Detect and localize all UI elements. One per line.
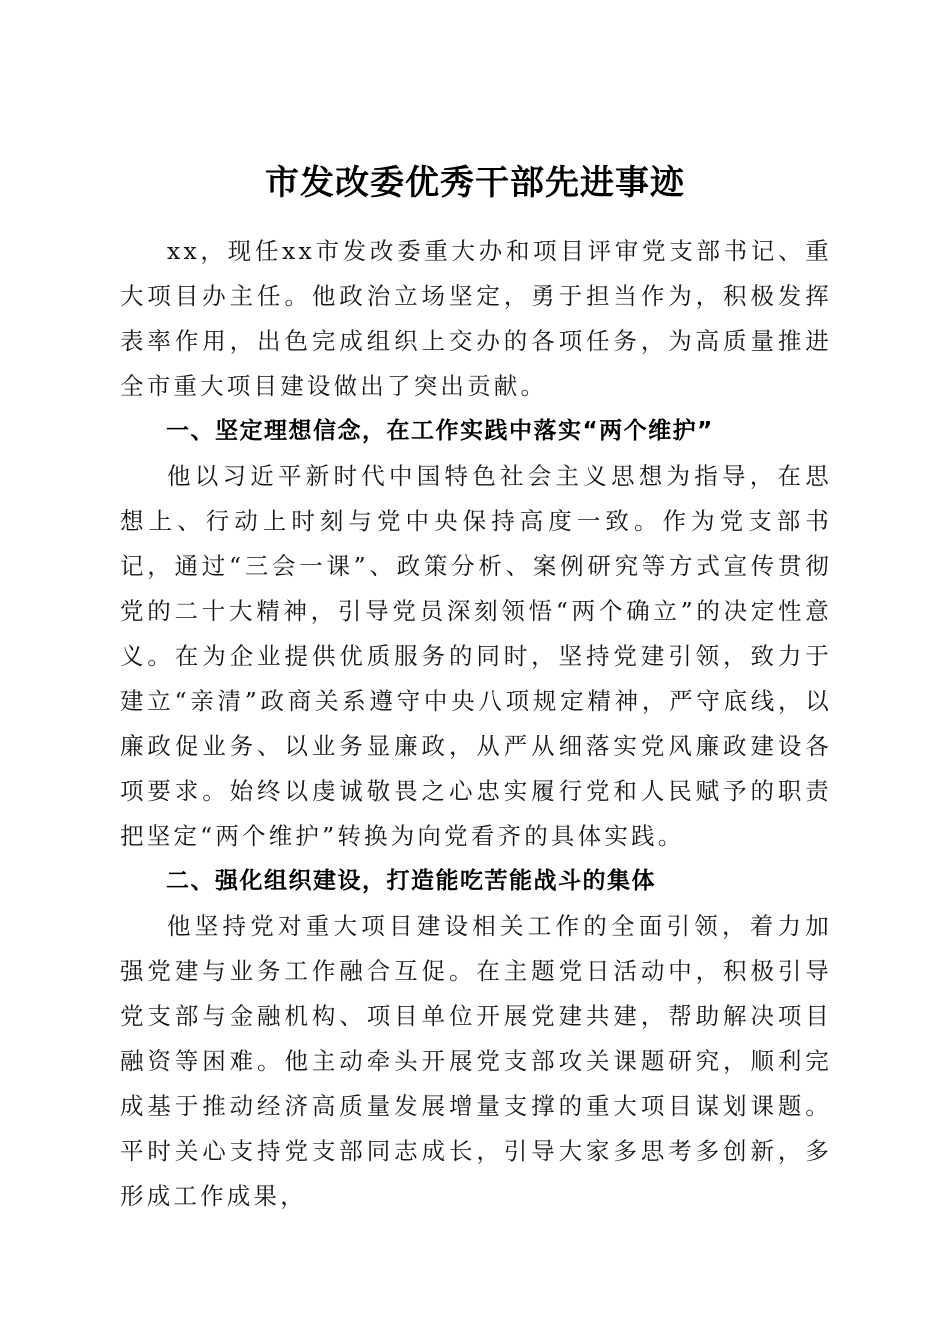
- section-paragraph-2: 他坚持党对重大项目建设相关工作的全面引领，着力加强党建与业务工作融合互促。在主题党日活动中，积极引导党支部与金融机构、项目单位开展党建共建，帮助解决项目融资等困难。他主动牵头开展党支部攻关课题研究，顺利完成基于推动经济高质量发展增量支撑的重大项目谋划课题。平时关心支持党支部同志成长，引导大家多思考多创新，多形成工作成果，: [120, 912, 832, 1210]
- intro-paragraph: xx，现任xx市发改委重大办和项目评审党支部书记、重大项目办主任。他政治立场坚定，勇于担当作为，积极发挥表率作用，出色完成组织上交办的各项任务，为高质量推进全市重大项目建设做出了突出贡献。: [120, 237, 832, 400]
- page-title: 市发改委优秀干部先进事迹: [265, 162, 685, 203]
- section-paragraph-1: 他以习近平新时代中国特色社会主义思想为指导，在思想上、行动上时刻与党中央保持高度一致。作为党支部书记，通过“三会一课”、政策分析、案例研究等方式宣传贯彻党的二十大精神，引导党员深刻领悟“两个确立”的决定性意义。在为企业提供优质服务的同时，坚持党建引领，致力于建立“亲清”政商关系遵守中央八项规定精神，严守底线，以廉政促业务、以业务显廉政，从严从细落实党风廉政建设各项要求。始终以虔诚敬畏之心忠实履行党和人民赋予的职责把坚定“两个维护”转换为向党看齐的具体实践。: [120, 462, 832, 850]
- section-heading-2: 二、强化组织建设，打造能吃苦能战斗的集体: [166, 868, 656, 894]
- section-heading-1: 一、坚定理想信念，在工作实践中落实“两个维护”: [166, 418, 714, 444]
- document-body: [120, 229, 832, 1219]
